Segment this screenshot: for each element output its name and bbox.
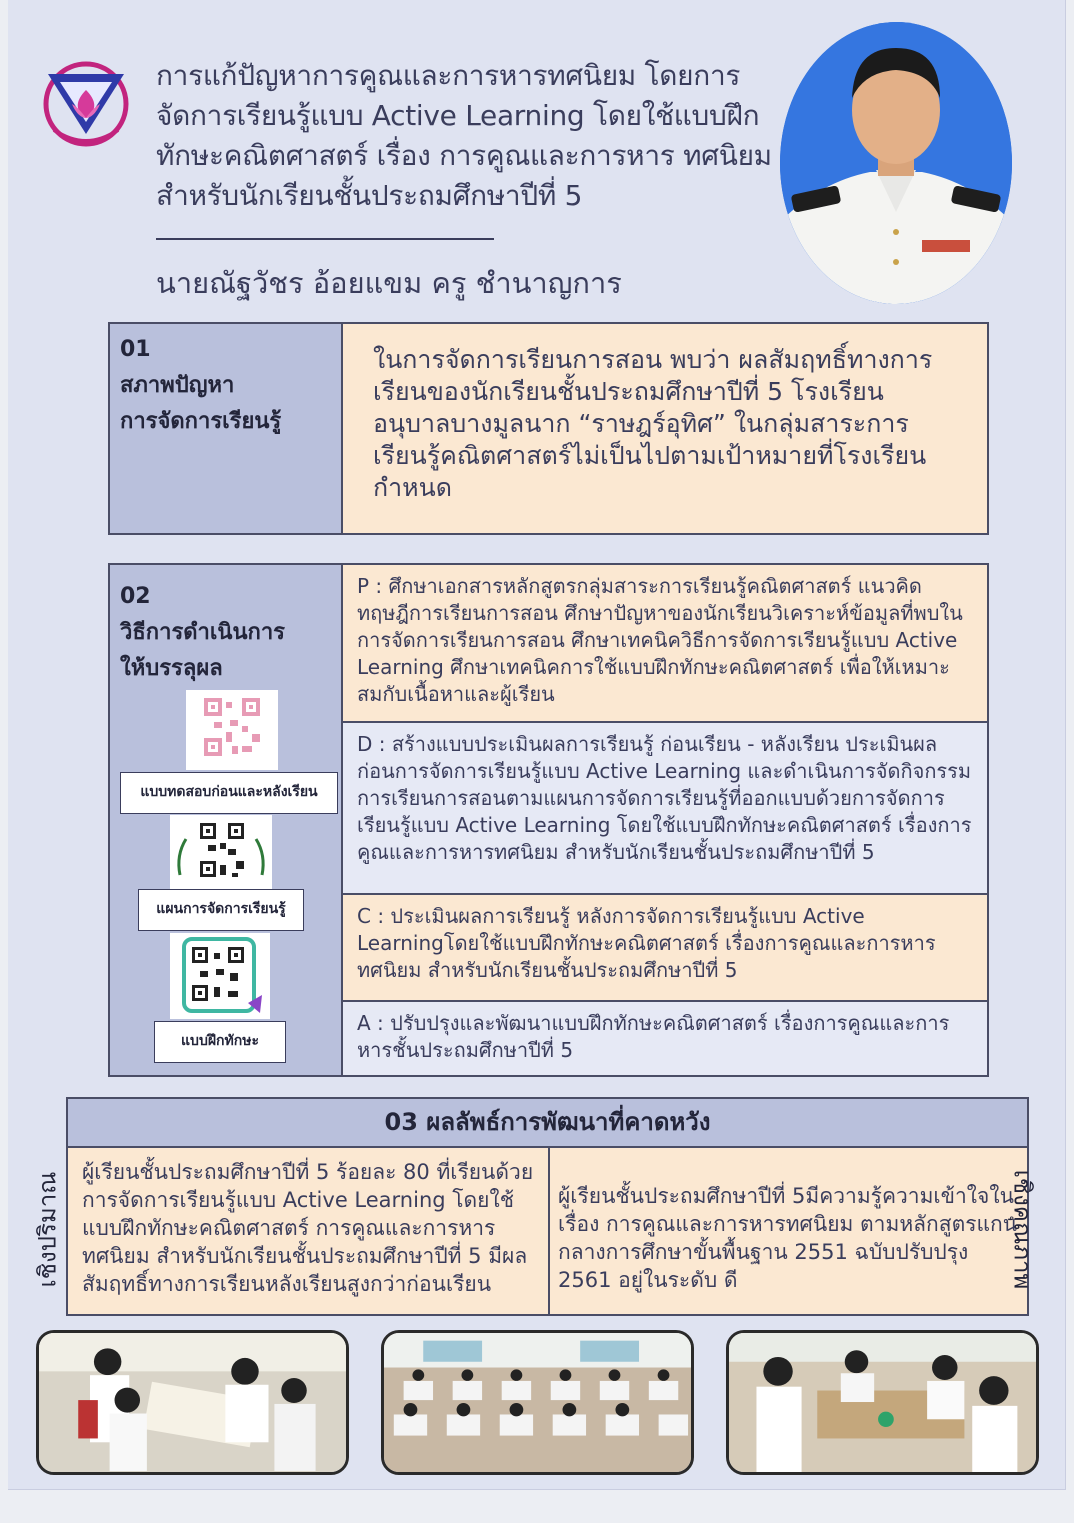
section-problem-content: ในการจัดการเรียนการสอน พบว่า ผลสัมฤทธิ์ทางการเรียนของนักเรียนชั้นประถมศึกษาปีที่ 5 โรงเรียนอนุบาลบางมูลนาก “ราษฎร์อุทิศ” ในกลุ่มสาระการเรียนรู้คณิตศาสตร์ไม่เป็นไปตามเป้าหมายที่โรงเรียนกำหนด <box>343 324 987 533</box>
teacher-portrait <box>780 22 1012 304</box>
section-problem <box>108 322 989 535</box>
section-heading-line1: สภาพปัญหา <box>120 373 235 398</box>
qr-code-icon[interactable] <box>170 933 270 1019</box>
section-method-heading <box>110 565 343 1075</box>
section-number: 01 <box>120 337 151 362</box>
classroom-photo <box>36 1330 349 1475</box>
school-logo <box>30 60 142 156</box>
qr-label-lesson-plan: แผนการจัดการเรียนรู้ <box>138 889 304 931</box>
section-expected-results <box>66 1097 1029 1316</box>
section-heading-line2: การจัดการเรียนรู้ <box>120 409 282 434</box>
classroom-photo <box>726 1330 1039 1475</box>
section-heading-line2: ให้บรรลุผล <box>120 656 223 681</box>
step-plan: P : ศึกษาเอกสารหลักสูตรกลุ่มสาระการเรียนรู้คณิตศาสตร์ แนวคิดทฤษฎีการเรียนการสอน ศึกษาปัญหาของนักเรียนวิเคราะห์ข้อมูลที่พบในการจัดการเรียนการสอน ศึกษาเทคนิควิธีการจัดการเรียนรู้แบบ Active Learning ศึกษาเทคนิคการใช้แบบฝึกทักษะคณิตศาสตร์ เพื่อให้เหมาะสมกับเนื้อหาและผู้เรียน <box>343 565 987 723</box>
quantitative-side-label: เชิงปริมาณ <box>33 1171 62 1288</box>
qr-code-icon[interactable] <box>186 690 278 770</box>
qr-label-exercise: แบบฝึกทักษะ <box>154 1021 286 1063</box>
qr-code-icon[interactable] <box>170 815 272 891</box>
qualitative-result: ผู้เรียนชั้นประถมศึกษาปีที่ 5มีความรู้ความเข้าใจในเรื่อง การคูณและการหารทศนิยม ตามหลักสูตรแกนกลางการศึกษาขั้นพื้นฐาน 2551 ฉบับปรับปรุง 2561 อยู่ในระดับ ดี <box>550 1148 1027 1314</box>
poster <box>8 0 1066 1490</box>
qr-label-pretest: แบบทดสอบก่อนและหลังเรียน <box>120 772 338 814</box>
section-results-heading: 03 ผลลัพธ์การพัฒนาที่คาดหวัง <box>68 1099 1027 1148</box>
title-divider <box>156 238 494 240</box>
step-act: A : ปรับปรุงและพัฒนาแบบฝึกทักษะคณิตศาสตร์ เรื่องการคูณและการหารชั้นประถมศึกษาปีที่ 5 <box>343 1002 987 1075</box>
qualitative-side-label: เชิงคุณภาพ <box>1008 1169 1037 1290</box>
section-problem-heading <box>110 324 343 533</box>
section-heading-line1: วิธีการดำเนินการ <box>120 620 285 645</box>
author-name: นายณัฐวัชร อ้อยแขม ครู ชำนาญการ <box>156 266 622 300</box>
classroom-photo <box>381 1330 694 1475</box>
quantitative-result: ผู้เรียนชั้นประถมศึกษาปีที่ 5 ร้อยละ 80 ที่เรียนด้วยการจัดการเรียนรู้แบบ Active Learning โดยใช้แบบฝึกทักษะคณิตศาสตร์ การคูณและการหาร ทศนิยม สำหรับนักเรียนชั้นประถมศึกษาปีที่ 5 มีผลสัมฤทธิ์ทางการเรียนหลังเรียนสูงกว่าก่อนเรียน <box>68 1148 550 1314</box>
step-check: C : ประเมินผลการเรียนรู้ หลังการจัดการเรียนรู้แบบ Active Learningโดยใช้แบบฝึกทักษะคณิตศาสตร์ เรื่องการคูณและการหาร ทศนิยม สำหรับนักเรียนชั้นประถมศึกษาปีที่ 5 <box>343 895 987 1002</box>
step-do: D : สร้างแบบประเมินผลการเรียนรู้ ก่อนเรียน - หลังเรียน ประเมินผลก่อนการจัดการเรียนรู้แบบ Active Learning และดำเนินการจัดกิจกรรมการเรียนการสอนตามแผนการจัดการเรียนรู้ที่ออกแบบด้วยการจัดการเรียนรู้แบบ Active Learning โดยใช้แบบฝึกทักษะคณิตศาสตร์ เรื่องการคูณและการหารทศนิยม สำหรับนักเรียนชั้นประถมศึกษาปีที่ 5 <box>343 723 987 895</box>
section-number: 02 <box>120 584 151 609</box>
section-method <box>108 563 989 1077</box>
poster-title: การแก้ปัญหาการคูณและการหารทศนิยม โดยการจัดการเรียนรู้แบบ Active Learning โดยใช้แบบฝึกทักษะคณิตศาสตร์ เรื่อง การคูณและการหาร ทศนิยม สำหรับนักเรียนชั้นประถมศึกษาปีที่ 5 <box>156 59 772 212</box>
